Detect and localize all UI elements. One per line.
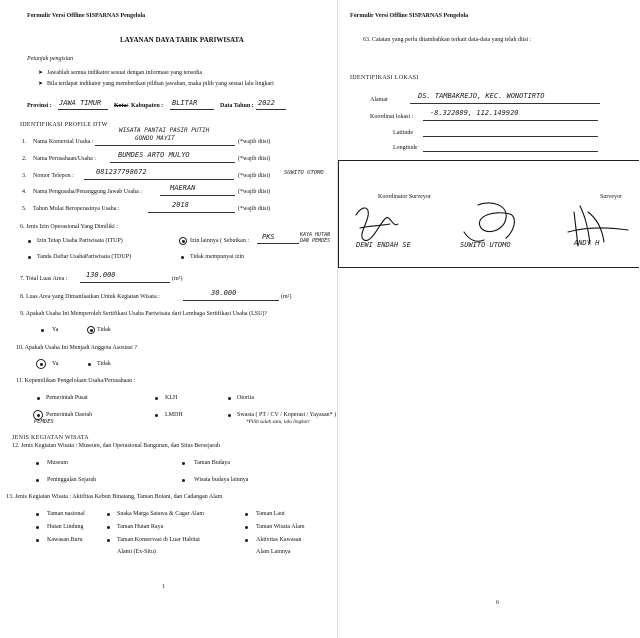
bullet-icon <box>88 363 91 366</box>
bullet-icon <box>245 526 248 529</box>
q9-option-tidak[interactable]: Tidak <box>97 327 111 333</box>
option-klh[interactable]: KLH <box>165 395 178 401</box>
bullet-icon <box>155 414 158 417</box>
option-swasta[interactable]: Swasta ( PT / CV / Koperasi / Yayasan* ) <box>237 412 337 418</box>
kabupaten-value[interactable]: BLITAR <box>172 99 198 107</box>
page-header: Formulir Versi Offline SISPARNAS Pengelola <box>27 13 146 19</box>
signature-name-coordinator: DEWI ENDAH SE <box>356 241 411 249</box>
bullet-icon <box>245 513 248 516</box>
q12-label: 12. Jenis Kegiatan Wisata : Museum, dan Operasional Bangunan, dan Situs Bersejarah <box>12 443 220 449</box>
q9-label: 9. Apakah Usaha Ini Memperoleh Sertifikasi Usaha Pariwisata dari Lembaga Sertifikasi Usaha (LSU)? <box>20 311 268 317</box>
page-number: 6 <box>496 600 499 606</box>
q7-value[interactable]: 130.000 <box>86 271 116 279</box>
q7-label: 7. Total Luas Area : <box>20 276 68 282</box>
q6-label: 6. Jenis Izin Operasional Yang Dimiliki : <box>20 224 118 230</box>
option-taman-wisata-alam[interactable]: Taman Wisata Alam <box>256 524 305 530</box>
q7-unit: (m²) <box>172 276 183 282</box>
field-num: 5. <box>22 206 27 212</box>
province-value[interactable]: JAWA TIMUR <box>59 99 102 107</box>
option-itup[interactable]: Izin Tetap Usaha Pariwisata (ITUP) <box>37 238 123 244</box>
coordinate-value[interactable]: -8.322089, 112.149920 <box>430 109 519 117</box>
required-note: (*wajib diisi) <box>238 206 271 212</box>
option-pemerintah-daerah[interactable]: Pemerintah Daerah <box>46 412 93 418</box>
option-kawasan-buru[interactable]: Kawasan Buru <box>47 537 83 543</box>
bullet-icon <box>36 462 39 465</box>
bullet-icon <box>228 397 231 400</box>
section-location-heading: IDENTIFIKASI LOKASI <box>350 75 419 81</box>
signature-name-surveyor-1: SUWITO UTOMO <box>460 241 511 249</box>
bullet-icon <box>182 462 185 465</box>
surveyor-label: Surveyor <box>600 194 622 200</box>
field-num: 4. <box>22 189 27 195</box>
option-otorita[interactable]: Otorita <box>237 395 254 401</box>
option-taman-budaya[interactable]: Taman Budaya <box>194 460 231 466</box>
option-tdup[interactable]: Tanda Daftar UsahaPariwisata (TDUP) <box>37 254 132 260</box>
izin-lainnya-value[interactable]: PKS <box>262 233 275 241</box>
field-num: 1. <box>22 139 27 145</box>
option-suaka-marga-satwa[interactable]: Suaka Marga Satawa & Cagar Alam <box>117 511 205 517</box>
signature-name-surveyor-2: ANDY H <box>574 239 600 247</box>
option-aktivitas-kawasan-line2: Alam Lainnya <box>256 549 291 555</box>
instruction-item: Jawablah semua indikator sesuai dengan informasi yang tersedia <box>47 70 203 76</box>
bullet-icon <box>36 513 39 516</box>
page-title: LAYANAN DAYA TARIK PARIWISATA <box>120 36 244 44</box>
q8-value[interactable]: 30.000 <box>211 289 237 297</box>
bullet-icon <box>36 479 39 482</box>
field-value-start-year[interactable]: 2018 <box>172 201 189 209</box>
form-page-right <box>338 0 640 638</box>
page-number: 1 <box>162 584 165 590</box>
bullet-icon <box>245 539 248 542</box>
bullet-icon <box>107 526 110 529</box>
province-label: Provinsi : <box>27 103 52 109</box>
instruction-item: Bila terdapat indikator yang memberikan pilihan jawaban, maka pilih yang sesuai lalu lingkari <box>47 81 274 87</box>
year-value[interactable]: 2022 <box>258 99 275 107</box>
bullet-icon <box>155 397 158 400</box>
field-label-commercial-name: Nama Komersial Usaha : <box>33 139 94 145</box>
section-activity-heading: JENIS KEGIATAN WISATA <box>12 435 89 441</box>
q10-option-ya[interactable]: Ya <box>52 361 59 367</box>
field-value-commercial-name-line2[interactable]: GONDO MAYIT <box>135 135 175 142</box>
instruction-arrow-icon: ➤ <box>38 81 44 87</box>
latitude-label: Latitude <box>393 130 413 136</box>
instruction-arrow-icon: ➤ <box>38 70 44 76</box>
bullet-icon <box>28 256 31 259</box>
option-tidak-izin[interactable]: Tidak mempunyai izin <box>190 254 245 260</box>
q9-option-ya[interactable]: Ya <box>52 327 59 333</box>
longitude-label: Longitude <box>393 145 418 151</box>
option-peninggalan-sejarah[interactable]: Peninggalan Sejarah <box>47 477 97 483</box>
bullet-icon <box>182 240 185 243</box>
q8-unit: (m²) <box>281 294 292 300</box>
bullet-icon <box>90 329 93 332</box>
instructions-heading: Petunjuk pengisian <box>27 56 74 62</box>
bullet-icon <box>36 539 39 542</box>
q63-label: 63. Catatan yang perlu ditambahkan terkait data-data yang telah diisi : <box>363 37 532 43</box>
field-value-commercial-name[interactable]: WISATA PANTAI PASIR PUTIH <box>119 127 210 134</box>
bullet-icon <box>107 539 110 542</box>
option-izin-lainnya[interactable]: Izin lainnya ( Sebutkan : <box>190 238 249 244</box>
bullet-icon <box>107 513 110 516</box>
bullet-icon <box>41 329 44 332</box>
bullet-icon <box>28 240 31 243</box>
kabupaten-label: Kabupaten : <box>131 103 164 109</box>
option-taman-nasional[interactable]: Taman nasional <box>47 511 85 517</box>
coordinate-label: Koordinat lokasi : <box>370 114 414 120</box>
option-taman-konservasi-line2: Alami (Ex-Situ) <box>117 549 156 555</box>
option-taman-hutan-raya[interactable]: Taman Hutan Raya <box>117 524 164 530</box>
bullet-icon <box>228 414 231 417</box>
option-aktivitas-kawasan[interactable]: Aktivitas Kawasan <box>256 537 302 543</box>
field-extra-phone-owner: SUWITO UTOMO <box>284 170 324 176</box>
izin-lainnya-side-note: KAYA HUTAN DAN PEMDES <box>300 232 331 244</box>
bullet-icon <box>181 256 184 259</box>
option-pemerintah-pusat[interactable]: Pemerintah Pusat <box>46 395 88 401</box>
required-note: (*wajib diisi) <box>238 139 271 145</box>
address-label: Alamat <box>370 97 388 103</box>
q13-label: 13. Jenis Kegiatan Wisata : Aktifitas Kebun Binatang, Taman Botani, dan Cadangan Alam <box>6 494 223 500</box>
q10-label: 10. Apakah Usaha Ini Menjadi Anggota Asosiasi ? <box>16 345 137 351</box>
signatures-drawing <box>338 0 640 638</box>
required-note: (*wajib diisi) <box>238 189 271 195</box>
field-num: 2. <box>22 156 27 162</box>
bullet-icon <box>182 479 185 482</box>
year-label: Data Tahun : <box>220 103 254 109</box>
field-value-owner[interactable]: MAERAN <box>170 184 196 192</box>
field-value-company-name[interactable]: BUMDES ARTO MULYO <box>118 151 190 159</box>
page-header: Formulir Versi Offline SISPARNAS Pengelola <box>350 13 469 19</box>
required-note: (*wajib diisi) <box>238 173 271 179</box>
section-identity-heading: IDENTIFIKASI PROFILE DTW <box>20 122 108 128</box>
field-num: 3. <box>22 173 27 179</box>
address-value[interactable]: DS. TAMBAKREJO, KEC. WONOTIRTO <box>418 92 545 100</box>
bullet-icon <box>37 397 40 400</box>
swasta-note: *Pilih salah satu, lalu lingkari <box>246 419 310 425</box>
option-museum[interactable]: Museum <box>47 460 68 466</box>
kota-label: Kota/ <box>114 103 129 109</box>
q8-label: 8. Luas Area yang Dimanfaatkan Untuk Kegiatan Wisata : <box>20 294 160 300</box>
field-value-phone[interactable]: 081237798672 <box>96 168 147 176</box>
option-pemerintah-daerah-note: PEMDES <box>34 419 54 425</box>
bullet-icon <box>36 526 39 529</box>
option-lmdh[interactable]: LMDH <box>165 412 183 418</box>
required-note: (*wajib diisi) <box>238 156 271 162</box>
option-taman-konservasi[interactable]: Taman Konservasi di Luar Habitat <box>117 537 200 543</box>
option-hutan-lindung[interactable]: Hutan Lindung <box>47 524 84 530</box>
page-divider <box>337 0 338 638</box>
option-wisata-budaya-lainnya[interactable]: Wisata budaya lainnya <box>194 477 249 483</box>
option-taman-laut[interactable]: Taman Laut <box>256 511 285 517</box>
field-label-phone: Nomor Telepon : <box>33 173 74 179</box>
field-label-start-year: Tahun Mulai Beroperasinya Usaha : <box>33 206 120 212</box>
coordinator-surveyor-label: Koordinator Surveyor <box>378 194 431 200</box>
bullet-icon <box>40 363 43 366</box>
field-label-owner: Nama Pengusaha/Penanggung Jawab Usaha : <box>33 189 142 195</box>
bullet-icon <box>37 414 40 417</box>
q11-label: 11. Kepemilikan Pengelolaan Usaha/Perusahaan : <box>16 378 136 384</box>
q10-option-tidak[interactable]: Tidak <box>97 361 111 367</box>
field-label-company-name: Nama Perusahaan/Usaha : <box>33 156 96 162</box>
